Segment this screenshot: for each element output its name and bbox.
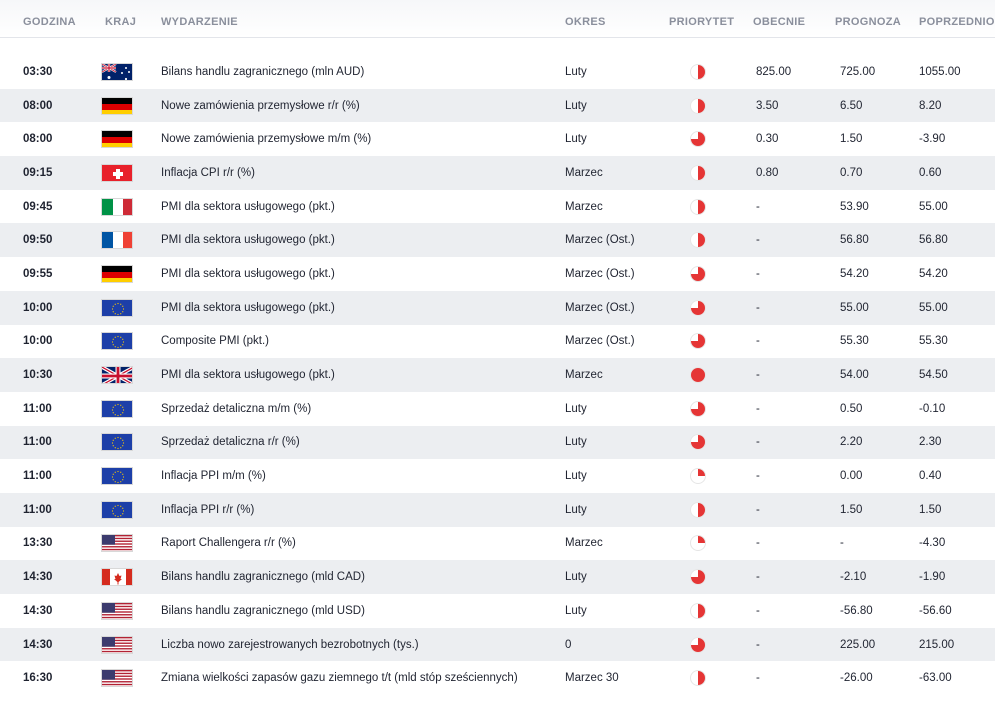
header-event[interactable]: WYDARZENIE (161, 16, 238, 28)
previous-value: 56.80 (919, 234, 948, 247)
event-period: Marzec (Ost.) (565, 234, 635, 247)
event-period: Luty (565, 65, 587, 78)
forecast-value: 725.00 (840, 65, 876, 78)
event-period: Marzec (Ost.) (565, 301, 635, 314)
eu-flag-icon (101, 501, 133, 519)
country-flag-cell (101, 426, 133, 460)
de-flag-icon (101, 97, 133, 115)
event-time: 14:30 (23, 571, 53, 584)
event-time: 03:30 (23, 65, 53, 78)
actual-value: - (756, 638, 760, 651)
priority-indicator-icon (690, 266, 706, 282)
event-period: Luty (565, 604, 587, 617)
country-flag-cell (101, 628, 133, 662)
forecast-value: -26.00 (840, 672, 873, 685)
table-row[interactable] (0, 560, 995, 594)
eu-flag-icon (101, 299, 133, 317)
priority-indicator-icon (690, 401, 706, 417)
event-time: 11:00 (23, 402, 52, 415)
previous-value: -1.90 (919, 571, 946, 584)
country-flag-cell (101, 55, 133, 89)
event-period: Marzec (565, 369, 603, 382)
previous-value: 2.30 (919, 436, 942, 449)
event-period: Marzec 30 (565, 672, 619, 685)
priority-cell (690, 594, 706, 628)
event-name[interactable]: Nowe zamówienia przemysłowe r/r (%) (161, 99, 360, 112)
forecast-value: 1.50 (840, 133, 863, 146)
event-period: Luty (565, 571, 587, 584)
previous-value: 54.20 (919, 267, 948, 280)
it-flag-icon (101, 198, 133, 216)
header-country[interactable]: KRAJ (105, 16, 137, 28)
event-time: 10:00 (23, 335, 53, 348)
actual-value: - (756, 470, 760, 483)
event-time: 13:30 (23, 537, 53, 550)
table-row[interactable] (0, 426, 995, 460)
country-flag-cell (101, 527, 133, 561)
ch-flag-icon (101, 164, 133, 182)
forecast-value: 1.50 (840, 503, 863, 516)
priority-indicator-icon (690, 64, 706, 80)
event-name[interactable]: Bilans handlu zagranicznego (mln AUD) (161, 65, 365, 78)
forecast-value: 56.80 (840, 234, 869, 247)
header-period[interactable]: OKRES (565, 16, 606, 28)
priority-cell (690, 459, 706, 493)
actual-value: - (756, 571, 760, 584)
previous-value: 55.00 (919, 301, 948, 314)
actual-value: - (756, 537, 760, 550)
priority-cell (690, 291, 706, 325)
previous-value: -56.60 (919, 604, 952, 617)
priority-indicator-icon (690, 300, 706, 316)
table-row[interactable] (0, 459, 995, 493)
previous-value: 215.00 (919, 638, 955, 651)
country-flag-cell (101, 291, 133, 325)
priority-indicator-icon (690, 468, 706, 484)
previous-value: 0.60 (919, 166, 942, 179)
event-time: 08:00 (23, 99, 53, 112)
forecast-value: 225.00 (840, 638, 876, 651)
country-flag-cell (101, 156, 133, 190)
previous-value: 55.30 (919, 335, 948, 348)
country-flag-cell (101, 459, 133, 493)
actual-value: - (756, 604, 760, 617)
actual-value: - (756, 402, 760, 415)
table-row[interactable] (0, 358, 995, 392)
priority-cell (690, 527, 706, 561)
country-flag-cell (101, 560, 133, 594)
priority-indicator-icon (690, 535, 706, 551)
table-row[interactable] (0, 291, 995, 325)
event-period: Marzec (565, 200, 603, 213)
country-flag-cell (101, 257, 133, 291)
country-flag-cell (101, 661, 133, 695)
priority-indicator-icon (690, 603, 706, 619)
actual-value: - (756, 301, 760, 314)
eu-flag-icon (101, 332, 133, 350)
eu-flag-icon (101, 433, 133, 451)
priority-indicator-icon (690, 333, 706, 349)
priority-cell (690, 358, 706, 392)
event-period: Marzec (Ost.) (565, 267, 635, 280)
us-flag-icon (101, 602, 133, 620)
uk-flag-icon (101, 366, 133, 384)
calendar-header (0, 0, 995, 38)
table-row[interactable] (0, 257, 995, 291)
priority-indicator-icon (690, 165, 706, 181)
table-row[interactable] (0, 89, 995, 123)
priority-cell (690, 661, 706, 695)
calendar-rows (0, 55, 995, 695)
previous-value: 1055.00 (919, 65, 961, 78)
eu-flag-icon (101, 467, 133, 485)
event-name[interactable]: Bilans handlu zagranicznego (mld USD) (161, 604, 365, 617)
previous-value: 55.00 (919, 200, 948, 213)
forecast-value: 6.50 (840, 99, 863, 112)
priority-cell (690, 560, 706, 594)
country-flag-cell (101, 190, 133, 224)
ca-flag-icon (101, 568, 133, 586)
event-time: 10:30 (23, 369, 53, 382)
us-flag-icon (101, 636, 133, 654)
forecast-value: 2.20 (840, 436, 863, 449)
country-flag-cell (101, 223, 133, 257)
priority-cell (690, 190, 706, 224)
event-time: 14:30 (23, 604, 53, 617)
forecast-value: 55.30 (840, 335, 869, 348)
event-name[interactable]: PMI dla sektora usługowego (pkt.) (161, 267, 335, 280)
event-period: 0 (565, 638, 572, 651)
priority-cell (690, 156, 706, 190)
country-flag-cell (101, 493, 133, 527)
table-row[interactable] (0, 594, 995, 628)
forecast-value: -2.10 (840, 571, 867, 584)
event-time: 09:15 (23, 166, 53, 179)
table-row[interactable] (0, 55, 995, 89)
priority-cell (690, 426, 706, 460)
table-row[interactable] (0, 122, 995, 156)
priority-indicator-icon (690, 367, 706, 383)
previous-value: 1.50 (919, 503, 942, 516)
previous-value: -0.10 (919, 402, 946, 415)
event-time: 11:00 (23, 503, 52, 516)
event-name[interactable]: PMI dla sektora usługowego (pkt.) (161, 369, 335, 382)
forecast-value: - (840, 537, 844, 550)
table-row[interactable] (0, 325, 995, 359)
event-name[interactable]: Inflacja PPI r/r (%) (161, 503, 255, 516)
actual-value: - (756, 200, 760, 213)
forecast-value: 0.00 (840, 470, 863, 483)
priority-indicator-icon (690, 131, 706, 147)
event-time: 16:30 (23, 672, 53, 685)
previous-value: 54.50 (919, 369, 948, 382)
header-forecast[interactable]: PROGNOZA (835, 16, 901, 28)
table-row[interactable] (0, 223, 995, 257)
priority-indicator-icon (690, 434, 706, 450)
actual-value: - (756, 436, 760, 449)
priority-cell (690, 493, 706, 527)
actual-value: - (756, 335, 760, 348)
eu-flag-icon (101, 400, 133, 418)
table-row[interactable] (0, 628, 995, 662)
event-period: Marzec (565, 166, 603, 179)
table-row[interactable] (0, 156, 995, 190)
actual-value: 825.00 (756, 65, 792, 78)
header-previous[interactable]: POPRZEDNIO (919, 16, 995, 28)
event-time: 14:30 (23, 638, 53, 651)
priority-cell (690, 55, 706, 89)
priority-cell (690, 122, 706, 156)
event-period: Luty (565, 133, 587, 146)
previous-value: 0.40 (919, 470, 942, 483)
event-name[interactable]: Composite PMI (pkt.) (161, 335, 269, 348)
table-row[interactable] (0, 392, 995, 426)
priority-indicator-icon (690, 232, 706, 248)
forecast-value: 0.70 (840, 166, 863, 179)
forecast-value: 54.20 (840, 267, 869, 280)
previous-value: -3.90 (919, 133, 946, 146)
event-name[interactable]: Sprzedaż detaliczna m/m (%) (161, 402, 312, 415)
event-period: Marzec (Ost.) (565, 335, 635, 348)
actual-value: - (756, 234, 760, 247)
actual-value: - (756, 369, 760, 382)
country-flag-cell (101, 358, 133, 392)
event-name[interactable]: Raport Challengera r/r (%) (161, 537, 296, 550)
priority-cell (690, 628, 706, 662)
event-period: Luty (565, 470, 587, 483)
header-time[interactable]: GODZINA (23, 16, 76, 28)
actual-value: - (756, 672, 760, 685)
actual-value: 0.30 (756, 133, 779, 146)
event-time: 09:50 (23, 234, 53, 247)
actual-value: - (756, 267, 760, 280)
previous-value: -4.30 (919, 537, 946, 550)
de-flag-icon (101, 130, 133, 148)
event-time: 08:00 (23, 133, 53, 146)
forecast-value: 0.50 (840, 402, 863, 415)
country-flag-cell (101, 392, 133, 426)
event-name[interactable]: Nowe zamówienia przemysłowe m/m (%) (161, 133, 372, 146)
priority-cell (690, 89, 706, 123)
table-row[interactable] (0, 661, 995, 695)
us-flag-icon (101, 534, 133, 552)
event-name[interactable]: Zmiana wielkości zapasów gazu ziemnego t/t (mld stóp sześciennych) (161, 672, 518, 685)
priority-indicator-icon (690, 502, 706, 518)
us-flag-icon (101, 669, 133, 687)
country-flag-cell (101, 325, 133, 359)
event-time: 10:00 (23, 301, 53, 314)
event-time: 11:00 (23, 470, 52, 483)
fr-flag-icon (101, 231, 133, 249)
actual-value: - (756, 503, 760, 516)
event-name[interactable]: PMI dla sektora usługowego (pkt.) (161, 301, 335, 314)
priority-cell (690, 223, 706, 257)
actual-value: 0.80 (756, 166, 779, 179)
event-period: Luty (565, 99, 587, 112)
previous-value: 8.20 (919, 99, 942, 112)
event-period: Luty (565, 503, 587, 516)
forecast-value: 53.90 (840, 200, 869, 213)
event-period: Luty (565, 402, 587, 415)
country-flag-cell (101, 89, 133, 123)
event-name[interactable]: Bilans handlu zagranicznego (mld CAD) (161, 571, 365, 584)
table-row[interactable] (0, 493, 995, 527)
event-period: Marzec (565, 537, 603, 550)
event-name[interactable]: Sprzedaż detaliczna r/r (%) (161, 436, 300, 449)
header-actual[interactable]: OBECNIE (753, 16, 806, 28)
country-flag-cell (101, 122, 133, 156)
header-priority[interactable]: PRIORYTET (669, 16, 735, 28)
priority-cell (690, 257, 706, 291)
country-flag-cell (101, 594, 133, 628)
event-time: 11:00 (23, 436, 52, 449)
previous-value: -63.00 (919, 672, 952, 685)
priority-indicator-icon (690, 98, 706, 114)
event-time: 09:55 (23, 267, 53, 280)
priority-indicator-icon (690, 569, 706, 585)
priority-cell (690, 392, 706, 426)
event-period: Luty (565, 436, 587, 449)
table-row[interactable] (0, 190, 995, 224)
event-name[interactable]: Inflacja PPI m/m (%) (161, 470, 266, 483)
event-name[interactable]: Liczba nowo zarejestrowanych bezrobotnych (tys.) (161, 638, 419, 651)
priority-indicator-icon (690, 199, 706, 215)
priority-indicator-icon (690, 637, 706, 653)
event-name[interactable]: Inflacja CPI r/r (%) (161, 166, 255, 179)
event-time: 09:45 (23, 200, 53, 213)
priority-cell (690, 325, 706, 359)
event-name[interactable]: PMI dla sektora usługowego (pkt.) (161, 234, 335, 247)
au-flag-icon (101, 63, 133, 81)
event-name[interactable]: PMI dla sektora usługowego (pkt.) (161, 200, 335, 213)
actual-value: 3.50 (756, 99, 779, 112)
forecast-value: 55.00 (840, 301, 869, 314)
forecast-value: 54.00 (840, 369, 869, 382)
de-flag-icon (101, 265, 133, 283)
priority-indicator-icon (690, 670, 706, 686)
forecast-value: -56.80 (840, 604, 873, 617)
table-row[interactable] (0, 527, 995, 561)
